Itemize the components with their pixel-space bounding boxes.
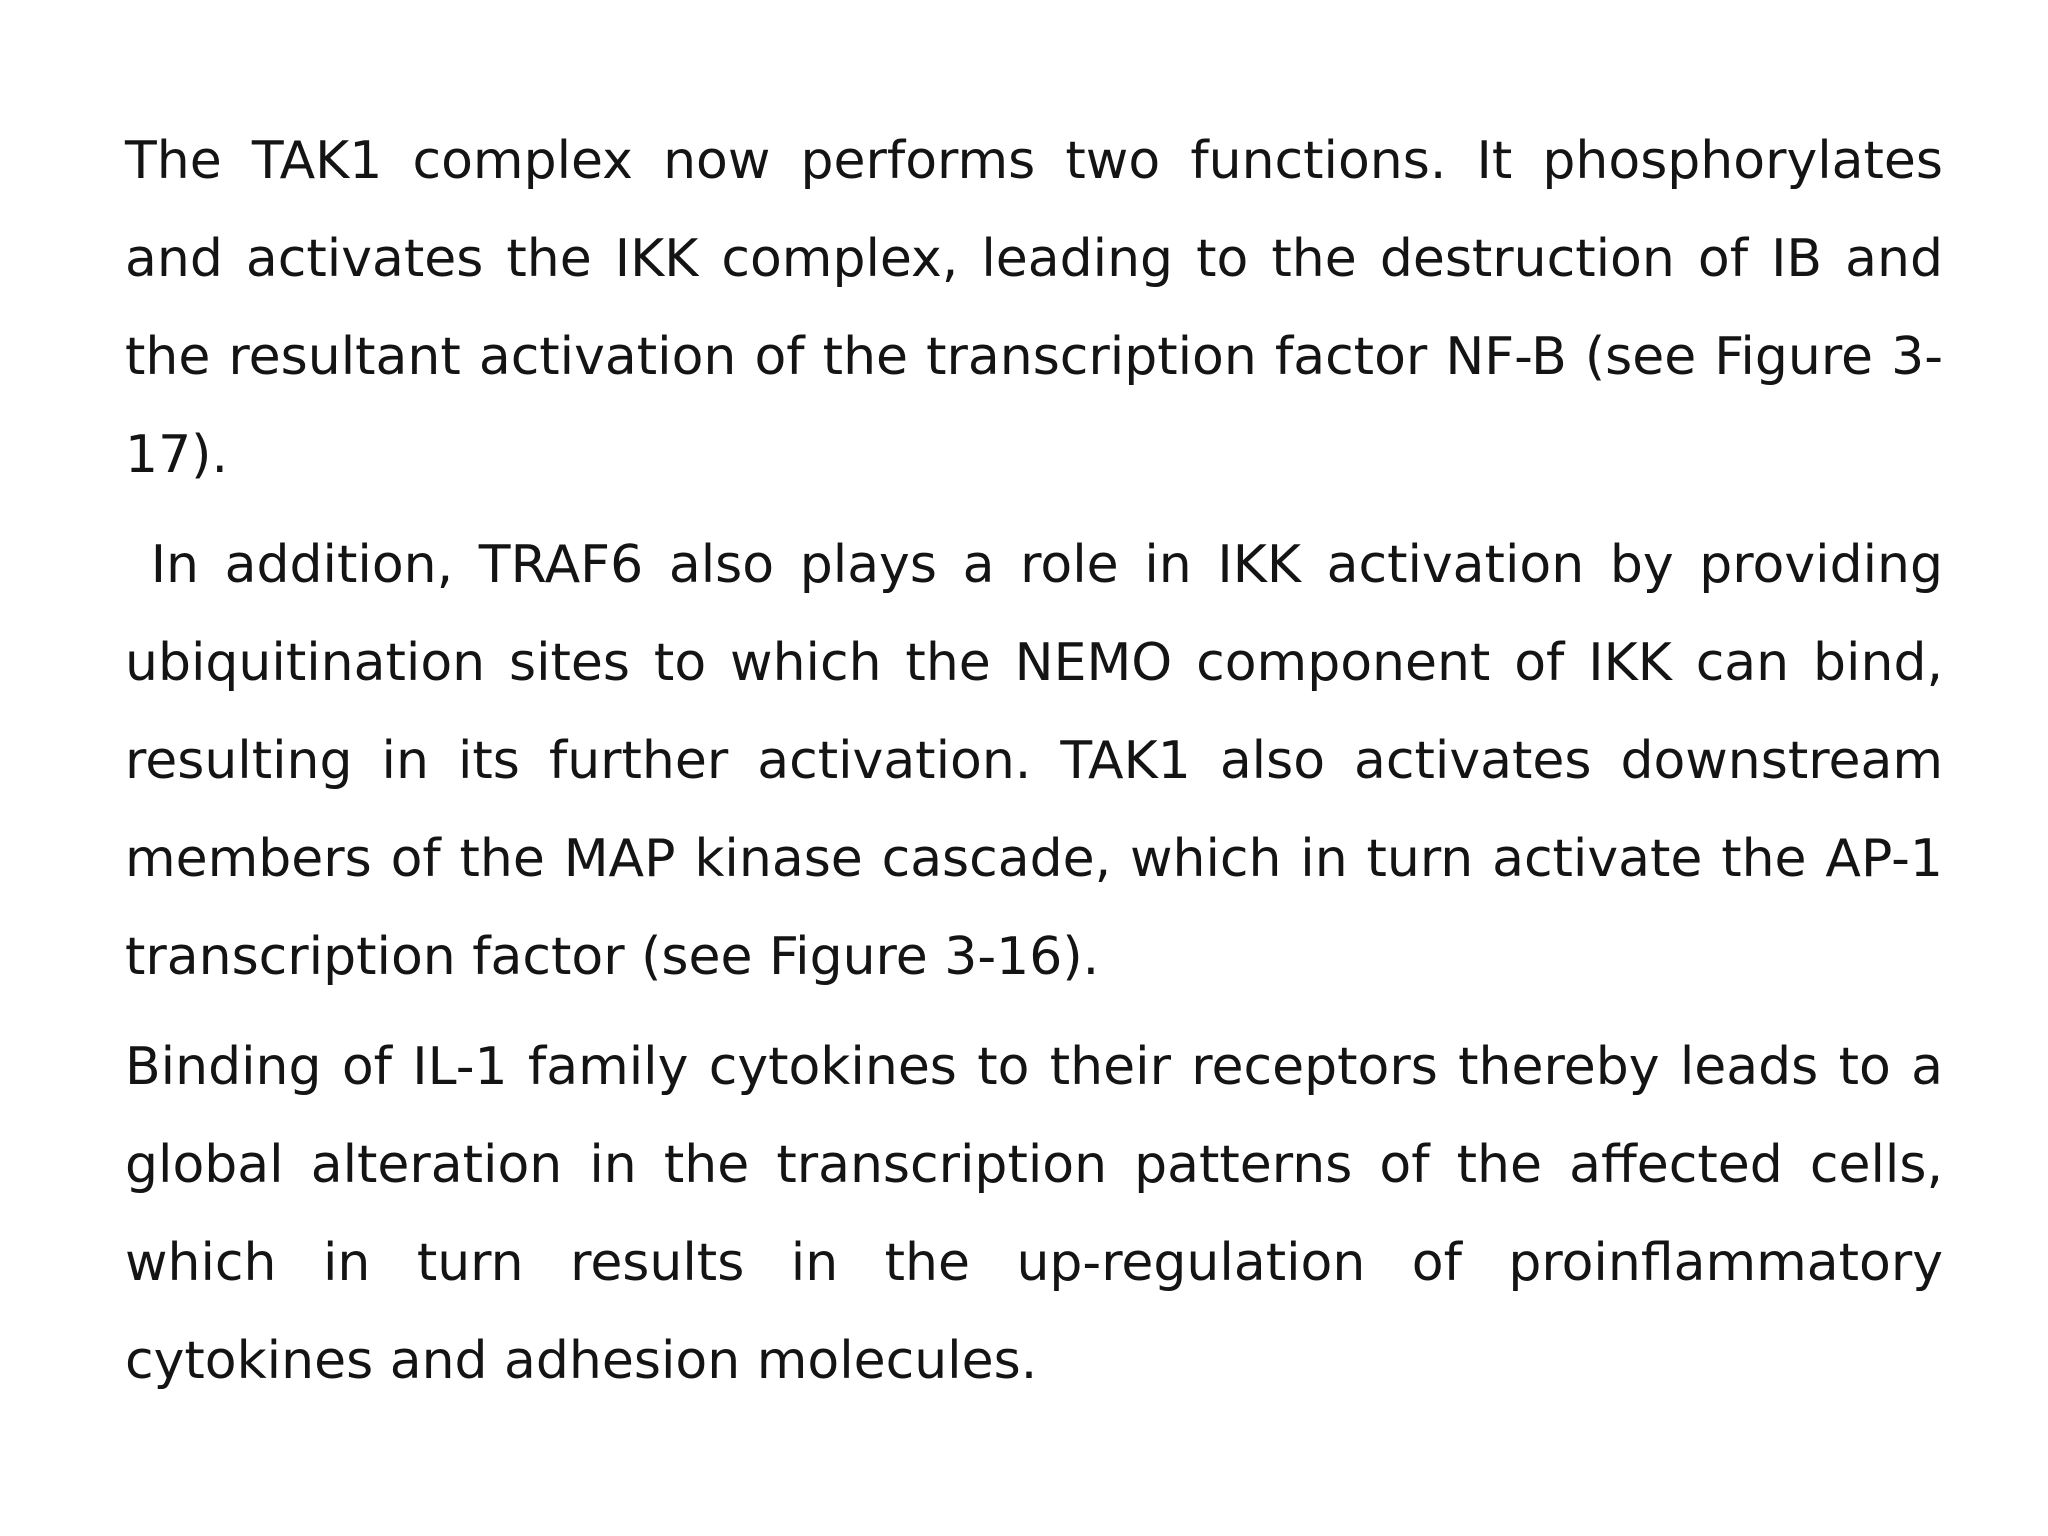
paragraph-traf6-role: In addition, TRAF6 also plays a role in IKK activation by providing ubiquitination sites to which the NEMO component of IKK can bind, resulting in its further activation. TAK1 also activates downstream members of the MAP kinase cascade, which in turn activate the AP-1 transcription factor (see Figure 3-16).	[125, 535, 1960, 987]
paragraph-tak1-functions: The TAK1 complex now performs two functions. It phosphorylates and activates the IKK complex, leading to the destruction of IB and the resultant activation of the transcription factor NF-B (see Figure 3-17).	[125, 131, 1943, 485]
body-text	[125, 112, 1960, 1422]
paragraph-il1-binding: Binding of IL-1 family cytokines to their receptors thereby leads to a global alteration in the transcription patterns of the affected cells, which in turn results in the up-regulation of proinflammatory cytokines and adhesion molecules.	[125, 1037, 1943, 1391]
